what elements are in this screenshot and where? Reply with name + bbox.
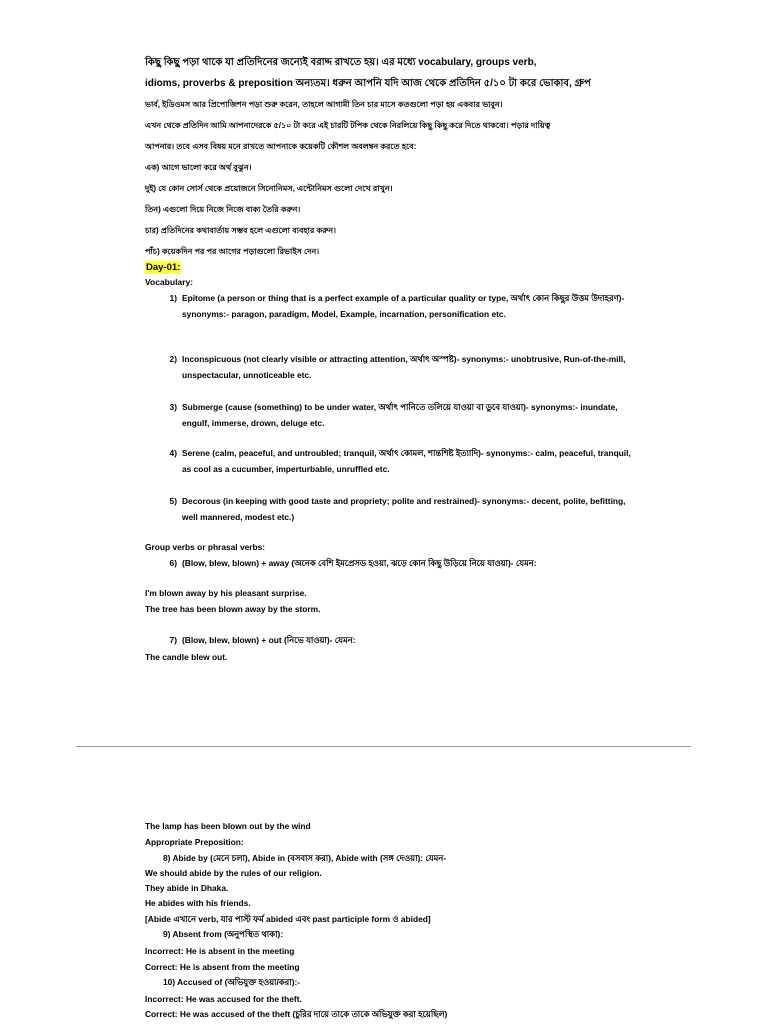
item-number: 5) bbox=[169, 496, 177, 506]
tip-item: এক) আগে ভালো করে অর্থ বুঝুন। bbox=[145, 163, 252, 172]
preposition-item: 9) Absent from (অনুপস্থিত থাকা): bbox=[163, 929, 284, 939]
preposition-heading: Appropriate Preposition: bbox=[145, 837, 244, 847]
page-divider bbox=[76, 746, 691, 747]
tip-item: দুই) যে কোন সোর্স থেকে প্রয়োজনে সিনোনিমস, এন্টোনিমস গুলো দেখে রাখুন। bbox=[145, 184, 393, 193]
example-sentence: The lamp has been blown out by the wind bbox=[145, 821, 311, 831]
preposition-item: 10) Accused of (অভিযুক্ত হওয়া/করা):- bbox=[163, 977, 301, 987]
intro-line: idioms, proverbs & preposition অন্যতম। ধরুন আপনি যদি আজ থেকে প্রতিদিন ৫/১০ টা করে ভোকাব, গ্রুপ bbox=[145, 78, 591, 89]
item-text: (Blow, blew, blown) + away (অনেক বেশি ইমপ্রেসড হওয়া, ঝড়ে কোন কিছু উড়িয়ে নিয়ে যাওয়া)- যেমন: bbox=[182, 558, 537, 568]
intro-line: আপনার। তবে এসব বিষয় মনে রাখতে আপনাকে কয়েকটি কৌশল অবলম্বন করতে হবে: bbox=[145, 142, 417, 151]
intro-section bbox=[145, 50, 630, 262]
intro-line: ভার্ব, ইডিওমস আর প্রিপোজিশন পড়া শুরু করেন, তাহলে আগামী তিন চার মাসে কতগুলো পড়া হয় একবার ভাবুন। bbox=[145, 100, 503, 109]
example-correct: Correct: He is absent from the meeting bbox=[145, 962, 300, 972]
vocab-item bbox=[163, 399, 633, 431]
item-text: Inconspicuous (not clearly visible or attracting attention, অর্থাৎ অস্পষ্ট)- synonyms:- unobtrusive, Run-of-the-mill, unspectacular, unnoticeable etc. bbox=[182, 354, 626, 380]
note-line: [Abide এখানে verb, যার পাস্ট ফর্ম abided এবং past participle form ও abided] bbox=[145, 914, 431, 924]
example-sentence: I'm blown away by his pleasant surprise. bbox=[145, 588, 307, 598]
example-correct: Correct: He was accused of the theft (চুরির দায়ে তাকে তাকে অভিযুক্ত করা হয়েছিল) bbox=[145, 1009, 448, 1019]
example-sentence: The candle blew out. bbox=[145, 652, 228, 662]
item-text: Decorous (in keeping with good taste and propriety; polite and restrained)- synonyms:- decent, polite, befitting, well mannered, modest etc.) bbox=[182, 496, 626, 522]
vocab-item bbox=[163, 445, 633, 477]
example-sentence: They abide in Dhaka. bbox=[145, 883, 229, 893]
vocabulary-heading: Vocabulary: bbox=[145, 277, 194, 287]
item-text: Serene (calm, peaceful, and untroubled; tranquil, অর্থাৎ কোমল, শান্তশিষ্ট ইত্যাদি)- synonyms:- calm, peaceful, tranquil, as cool as a cucumber, imperturbable, unruffled etc. bbox=[182, 448, 631, 474]
item-number: 2) bbox=[169, 354, 177, 364]
example-sentence: We should abide by the rules of our religion. bbox=[145, 868, 322, 878]
item-text: (Blow, blew, blown) + out (নিভে যাওয়া)- যেমন: bbox=[182, 635, 356, 645]
example-incorrect: Incorrect: He was accused for the theft. bbox=[145, 994, 302, 1004]
group-verb-item bbox=[163, 632, 633, 648]
tip-item: পাঁচ) কয়েকদিন পর পর আগের পড়াগুলো রিভাইস দেন। bbox=[145, 247, 320, 256]
example-sentence: He abides with his friends. bbox=[145, 898, 251, 908]
item-number: 3) bbox=[169, 402, 177, 412]
group-verbs-heading: Group verbs or phrasal verbs: bbox=[145, 542, 266, 552]
day-label: Day-01: bbox=[146, 262, 181, 273]
item-text: Submerge (cause (something) to be under water, অর্থাৎ পানিতে তলিয়ে যাওয়া বা ডুবে যাওয়া)- synonyms:- inundate, engulf, immerse, drown, deluge etc. bbox=[182, 402, 618, 428]
vocab-item bbox=[163, 290, 633, 322]
intro-line: এখন থেকে প্রতিদিন আমি আপনাদেরকে ৫/১০ টা করে এই চারটি টপিক থেকে নিরলিয়ে কিছু কিছু করে দিতে থাকবো। পড়ার দায়িত্ব bbox=[145, 121, 551, 130]
vocab-item bbox=[163, 493, 633, 525]
item-number: 6) bbox=[169, 558, 177, 568]
example-sentence: The tree has been blown away by the storm. bbox=[145, 604, 321, 614]
item-text: Epitome (a person or thing that is a perfect example of a particular quality or type, অর্থাৎ কোন কিছুর উত্তম উদাহরণ)- synonyms:- paragon, paradigm, Model, Example, incarnation, personification etc. bbox=[182, 293, 625, 319]
item-number: 4) bbox=[169, 448, 177, 458]
preposition-item: 8) Abide by (মেনে চলা), Abide in (বসবাস করা), Abide with (সঙ্গ দেওয়া): যেমন- bbox=[163, 853, 447, 863]
tip-item: তিন) এগুলো দিয়ে নিজে নিজে বাক্য তৈরি করুন। bbox=[145, 205, 301, 214]
vocab-item bbox=[163, 351, 633, 383]
intro-line: কিছু কিছু পড়া থাকে যা প্রতিদিনের জন্যেই বরাদ্দ রাখতে হয়। এর মধ্যে vocabulary, groups verb, bbox=[145, 57, 537, 68]
example-incorrect: Incorrect: He is absent in the meeting bbox=[145, 946, 295, 956]
item-number: 1) bbox=[169, 293, 177, 303]
group-verb-item bbox=[163, 555, 633, 571]
item-number: 7) bbox=[169, 635, 177, 645]
tip-item: চার) প্রতিদিনের কথাবার্তায় সম্ভব হলে এগুলো ব্যবহার করুন। bbox=[145, 226, 336, 235]
